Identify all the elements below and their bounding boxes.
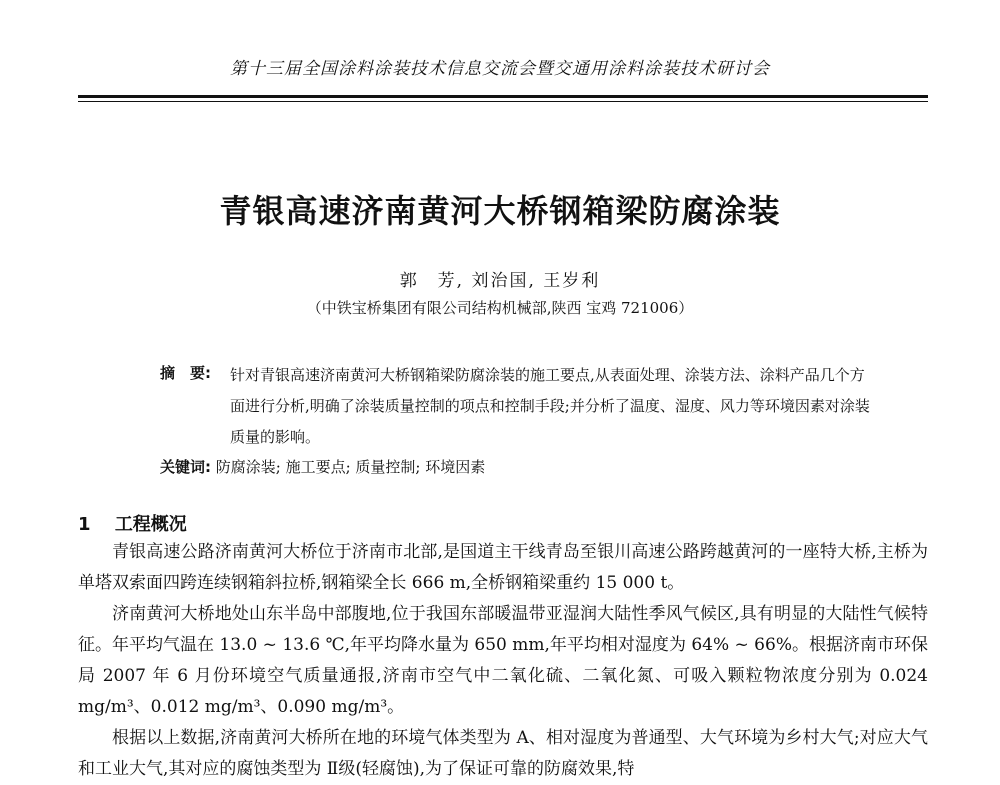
abstract-label: 摘 要: [160,364,211,382]
section-number: 1 [78,514,91,535]
keywords-label: 关键词: [160,458,211,476]
paper-title: 青银高速济南黄河大桥钢箱梁防腐涂装 [219,192,781,230]
running-header: 第十三届全国涂料涂装技术信息交流会暨交通用涂料涂装技术研讨会 [230,59,770,79]
keywords-line [160,456,485,477]
paper-affiliation: （中铁宝桥集团有限公司结构机械部,陕西 宝鸡 721006） [306,299,694,317]
keywords-text: 防腐涂装; 施工要点; 质量控制; 环境因素 [215,458,486,476]
abstract-text: 针对青银高速济南黄河大桥钢箱梁防腐涂装的施工要点,从表面处理、涂装方法、涂料产品几个方面进行分析,明确了涂装质量控制的项点和控制手段;并分析了温度、湿度、风力等环境因素对涂装质量的影响。 [230,366,870,446]
section-title: 工程概况 [114,514,187,535]
body-paragraph: 济南黄河大桥地处山东半岛中部腹地,位于我国东部暖温带亚湿润大陆性季风气候区,具有明显的大陆性气候特征。年平均气温在 13.0 ~ 13.6 ℃,年平均降水量为 650 mm,年平均相对湿度为 64% ~ 66%。根据济南市环保局 2007 年 6 月份环境空气质量通报,济南市空气中二氧化硫、二氧化氮、可吸入颗粒物浓度分别为 0.024 mg/m³、0.012 mg/m³、0.090 mg/m³。 [78,604,928,717]
body-paragraph: 根据以上数据,济南黄河大桥所在地的环境气体类型为 A、相对湿度为普通型、大气环境为乡村大气;对应大气和工业大气,其对应的腐蚀类型为 Ⅱ级(轻腐蚀),为了保证可靠的防腐效果,特 [78,728,928,779]
section-heading [78,510,187,536]
section-body [78,537,928,785]
header-rule-thin [78,101,928,102]
paper-authors: 郭 芳, 刘治国, 王岁利 [399,271,601,291]
header-rule-thick [78,95,928,98]
body-paragraph: 青银高速公路济南黄河大桥位于济南市北部,是国道主干线青岛至银川高速公路跨越黄河的一座特大桥,主桥为单塔双索面四跨连续钢箱斜拉桥,钢箱梁全长 666 m,全桥钢箱梁重约 15 000 t。 [78,542,928,593]
